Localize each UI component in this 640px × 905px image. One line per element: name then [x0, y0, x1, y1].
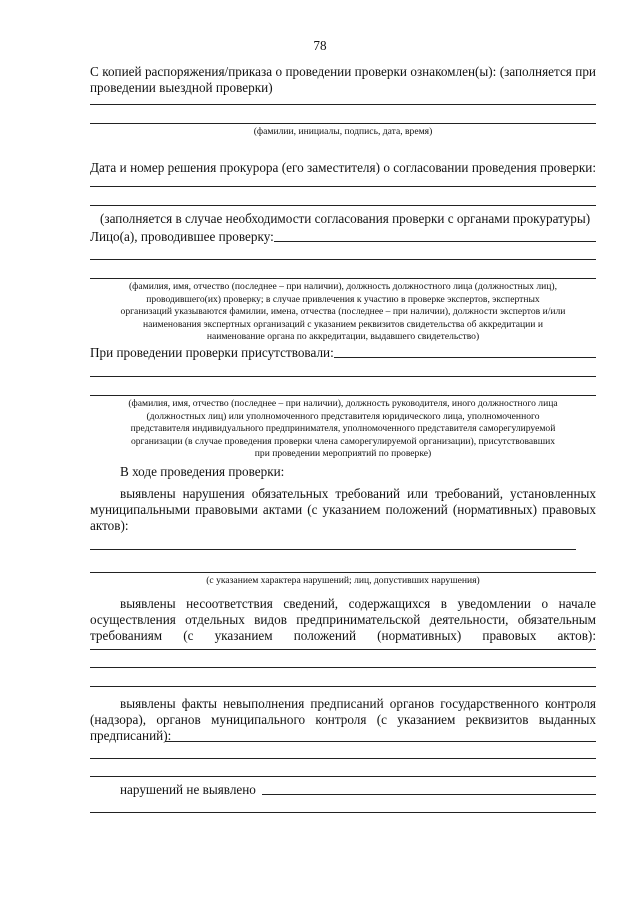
copy-intro-line-2: проведении выездной проверки): [90, 80, 273, 95]
page-number: 78: [313, 38, 327, 53]
during-heading: В ходе проведения проверки:: [120, 464, 285, 479]
discrepancies-line-c[interactable]: [90, 686, 596, 687]
inspector-line-1[interactable]: [274, 241, 596, 242]
orders-line-a[interactable]: [165, 741, 596, 742]
orders-line-b[interactable]: [90, 758, 596, 759]
discrepancies-line-3: требованиям (с указанием положений (нормативных) правовых актов):: [90, 628, 596, 643]
violations-line-b[interactable]: [90, 572, 596, 573]
prosecutor-note: (заполняется в случае необходимости согласования проверки с органами прокуратуры): [100, 211, 591, 226]
violations-caption: (с указанием характера нарушений; лиц, допустивших нарушения): [206, 575, 480, 586]
discrepancies-line-a[interactable]: [90, 649, 596, 650]
orders-line-c[interactable]: [90, 776, 596, 777]
inspector-line-3[interactable]: [90, 278, 596, 279]
present-line-3[interactable]: [90, 395, 596, 396]
prosecutor-line-2[interactable]: [90, 205, 596, 206]
inspector-caption-5: наименование органа по аккредитации, выдавшего свидетельство): [206, 331, 480, 342]
violations-line-a[interactable]: [90, 549, 576, 550]
inspector-line-2[interactable]: [90, 259, 596, 260]
no-violations-label: нарушений не выявлено: [120, 782, 256, 797]
no-violations-line-1[interactable]: [262, 794, 596, 795]
present-caption-3: представителя индивидуального предпринимателя, уполномоченного представителя саморегулируемой: [130, 423, 556, 434]
no-violations-line-2[interactable]: [90, 812, 596, 813]
violations-line-2: муниципальными правовыми актами (с указанием положений (нормативных) правовых: [90, 502, 596, 517]
copy-caption: (фамилии, инициалы, подпись, дата, время): [253, 126, 433, 137]
orders-line-1: выявлены факты невыполнения предписаний органов государственного контроля: [120, 696, 596, 711]
violations-line-1: выявлены нарушения обязательных требований или требований, установленных: [120, 486, 596, 501]
present-label: При проведении проверки присутствовали:: [90, 345, 334, 360]
copy-signature-line-1[interactable]: [90, 104, 596, 105]
inspector-caption-4: наименования экспертных организаций с указанием реквизитов свидетельства об аккредитации и: [143, 318, 543, 330]
inspector-caption-1: (фамилия, имя, отчество (последнее – при наличии), должность должностного лица (должностных лиц),: [128, 281, 558, 292]
discrepancies-line-2: осуществления отдельных видов предпринимательской деятельности, обязательным: [90, 612, 596, 627]
discrepancies-line-1: выявлены несоответствия сведений, содержащихся в уведомлении о начале: [120, 596, 596, 611]
inspector-caption-2: проводившего(их) проверку; в случае привлечения к участию в проверке экспертов, экспертных: [146, 293, 540, 305]
present-caption-5: при проведении мероприятий по проверке): [254, 448, 432, 459]
inspector-caption-3: организаций указываются фамилии, имена, отчества (последнее – при наличии), должности экспертов и/или: [120, 306, 566, 317]
copy-signature-line-2[interactable]: [90, 123, 596, 124]
present-caption-1: (фамилия, имя, отчество (последнее – при наличии), должность руководителя, иного должностного лица: [128, 398, 558, 409]
orders-line-3: предписаний):: [90, 728, 172, 743]
present-caption-2: (должностных лиц) или уполномоченного представителя юридического лица, уполномоченного: [146, 410, 540, 422]
orders-line-2: (надзора), органов муниципального контроля (с указанием реквизитов выданных: [90, 712, 596, 727]
discrepancies-line-b[interactable]: [90, 667, 596, 668]
present-caption-4: организации (в случае проведения проверки члена саморегулируемой организации), присутствовавших: [130, 435, 556, 447]
violations-line-3: актов):: [90, 518, 129, 533]
copy-intro-line-1: С копией распоряжения/приказа о проведении проверки ознакомлен(ы): (заполняется при: [90, 64, 596, 79]
present-line-1[interactable]: [334, 357, 596, 358]
present-line-2[interactable]: [90, 376, 596, 377]
inspector-label: Лицо(а), проводившее проверку:: [90, 229, 274, 244]
prosecutor-label: Дата и номер решения прокурора (его заместителя) о согласовании проведения проверки:: [90, 160, 596, 175]
prosecutor-line-1[interactable]: [90, 186, 596, 187]
